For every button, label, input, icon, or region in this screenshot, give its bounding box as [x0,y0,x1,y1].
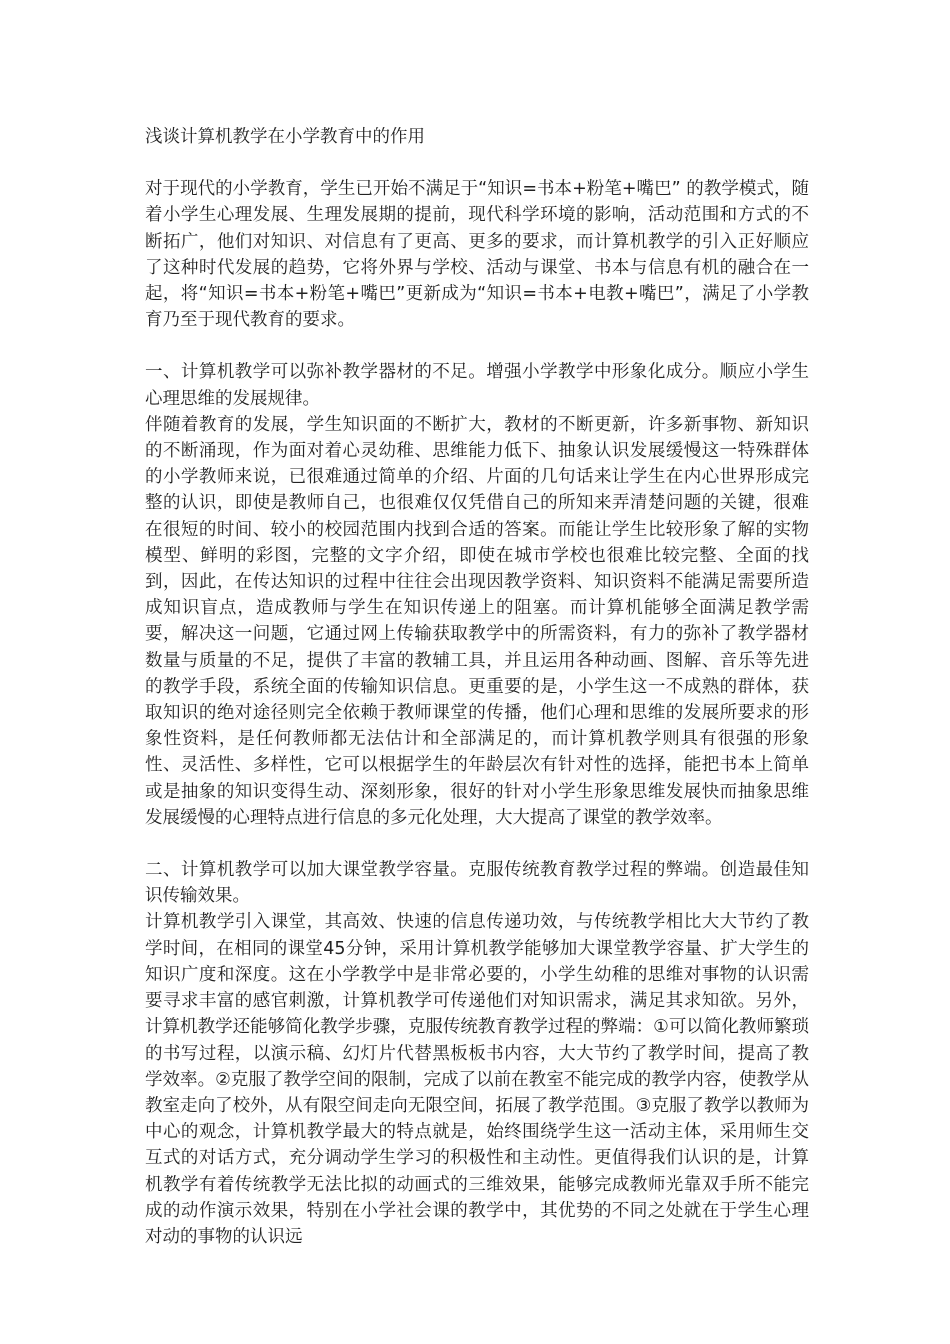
section-1-heading: 一、计算机教学可以弥补教学器材的不足。增强小学教学中形象化成分。顺应小学生心理思维的发展规律。 [145,362,809,409]
document-body [145,124,809,1250]
document-title: 浅谈计算机教学在小学教育中的作用 [145,127,425,147]
section-2-paragraph: 计算机教学引入课堂，其高效、快速的信息传递功效，与传统教学相比大大节约了教学时间，在相同的课堂45分钟，采用计算机教学能够加大课堂教学容量、扩大学生的知识广度和深度。这在小学教学中是非常必要的，小学生幼稚的思维对事物的认识需要寻求丰富的感官刺激，计算机教学可传递他们对知识需求，满足其求知欲。另外，计算机教学还能够简化教学步骤，克服传统教育教学过程的弊端：①可以简化教师繁琐的书写过程，以演示稿、幻灯片代替黑板板书内容，大大节约了教学时间，提高了教学效率。②克服了教学空间的限制，完成了以前在教室不能完成的教学内容，使教学从教室走向了校外，从有限空间走向无限空间，拓展了教学范围。③克服了教学以教师为中心的观念，计算机教学最大的特点就是，始终围绕学生这一活动主体，采用师生交互式的对话方式，充分调动学生学习的积极性和主动性。更值得我们认识的是，计算机教学有着传统教学无法比拟的动画式的三维效果，能够完成教师光靠双手所不能完成的动作演示效果，特别在小学社会课的教学中，其优势的不同之处就在于学生心理对动的事物的认识远 [145,912,809,1247]
paragraph-gap [145,831,809,857]
section-2-heading: 二、计算机教学可以加大课堂教学容量。克服传统教育教学过程的弊端。创造最佳知识传输效果。 [145,860,809,907]
intro-paragraph: 对于现代的小学教育，学生已开始不满足于“知识=书本+粉笔+嘴巴” 的教学模式，随着小学生心理发展、生理发展期的提前，现代科学环境的影响，活动范围和方式的不断拓广，他们对知识、对信息有了更高、更多的要求，而计算机教学的引入正好顺应了这种时代发展的趋势，它将外界与学校、活动与课堂、书本与信息有机的融合在一起，将“知识=书本+粉笔+嘴巴”更新成为“知识=书本+电教+嘴巴”，满足了小学教育乃至于现代教育的要求。 [145,179,809,331]
section-1-paragraph: 伴随着教育的发展，学生知识面的不断扩大，教材的不断更新，许多新事物、新知识的不断涌现，作为面对着心灵幼稚、思维能力低下、抽象认识发展缓慢这一特殊群体的小学教师来说，已很难通过简单的介绍、片面的几句话来让学生在内心世界形成完整的认识，即使是教师自己，也很难仅仅凭借自己的所知来弄清楚问题的关键，很难在很短的时间、较小的校园范围内找到合适的答案。而能让学生比较形象了解的实物模型、鲜明的彩图，完整的文字介绍，即使在城市学校也很难比较完整、全面的找到，因此，在传达知识的过程中往往会出现因教学资料、知识资料不能满足需要所造成知识盲点，造成教师与学生在知识传递上的阻塞。而计算机能够全面满足教学需要，解决这一问题，它通过网上传输获取教学中的所需资料，有力的弥补了教学器材数量与质量的不足，提供了丰富的教辅工具，并且运用各种动画、图解、音乐等先进的教学手段，系统全面的传输知识信息。更重要的是，小学生这一不成熟的群体，获取知识的绝对途径则完全依赖于教师课堂的传播，他们心理和思维的发展所要求的形象性资料，是任何教师都无法估计和全部满足的，而计算机教学则具有很强的形象性、灵活性、多样性，它可以根据学生的年龄层次有针对性的选择，能把书本上简单或是抽象的知识变得生动、深刻形象，很好的针对小学生形象思维发展快而抽象思维发展缓慢的心理特点进行信息的多元化处理，大大提高了课堂的教学效率。 [145,414,809,828]
paragraph-gap [145,333,809,359]
